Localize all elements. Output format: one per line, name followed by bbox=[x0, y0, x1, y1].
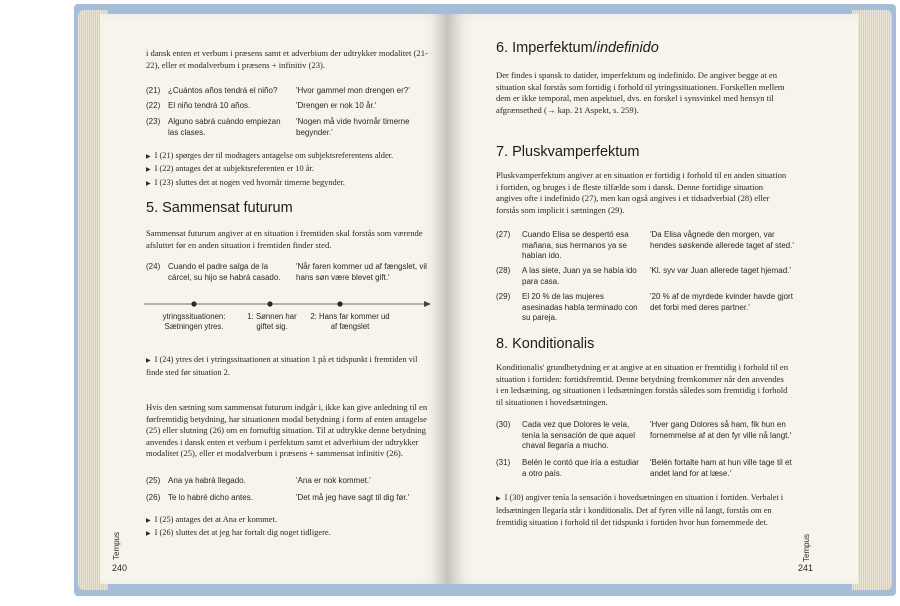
note-25: ▶ I (25) antages det at Ana er kommet. bbox=[146, 515, 277, 524]
section-7-paragraph: Pluskvamperfektum angiver at en situation er fortidig i forhold til en anden situation i fortiden, og bruges i de fleste tilfælde som i dansk. Denne fortidige situation angives ofte i indefinido (27), men kan også angives i et tidsadverbial (28) eller forstås som implicit i sætningen (29). bbox=[496, 170, 787, 215]
running-head-right: Tempus bbox=[802, 533, 811, 562]
example-22: (22) El niño tendrá 10 años. 'Drengen er nok 10 år.' bbox=[146, 101, 377, 110]
timeline-point-1 bbox=[267, 301, 272, 306]
running-head-left: Tempus bbox=[112, 531, 121, 560]
example-24: (24) Cuando el padre salga de la cárcel, su hijo se habrá casado. 'Når faren kommer ud af fængslet, vil hans søn være blevet gift.' bbox=[146, 262, 427, 282]
example-21: (21) ¿Cuántos años tendrá el niño? 'Hvor gammel mon drengen er?' bbox=[146, 86, 410, 95]
timeline-label-2: 2: Hans far kommer ud af fængslet bbox=[310, 312, 390, 331]
page-number-right: 241 bbox=[798, 563, 814, 573]
heading-section-5: 5. Sammensat futurum bbox=[146, 200, 293, 216]
section-5-paragraph: Sammensat futurum angiver at en situation i fremtiden skal forstås som værende afsluttet før en anden situation i fremtiden finder sted. bbox=[146, 228, 423, 250]
example-23: (23) Alguno sabrá cuándo empiezan las clases. 'Nogen må vide hvornår timerne begynder.' bbox=[146, 117, 410, 137]
section-6-paragraph: Der findes i spansk to datider, imperfektum og indefinido. De angiver begge at en situation skal forstås som fortidig i forhold til ytringssituationen. Forskellen mellem dem er ikke temporal, men aspektuel, dvs. en forskel i synsvinkel med hensyn til afgrænsethed (→ kap. 21 Aspekt, s. 259). bbox=[496, 70, 785, 115]
right-page bbox=[448, 14, 858, 584]
example-31: (31) Belén le contó que iría a estudiar a otro país. 'Belén fortalte ham at hun ville tage til et andet land for at læse.' bbox=[496, 458, 792, 478]
note-30: ▶ I (30) angiver tenía la sensación i hovedsætningen en situation i fortiden. Verbalet i ledsætningen llegaría står i konditionalis. Det af fyren ville nå langt, forstås om en fremtidig situation i forhold til det tidspunkt i fortiden hvor hun fornemmede det. bbox=[496, 493, 784, 527]
timeline-label-1: 1: Sønnen har giftet sig. bbox=[247, 312, 297, 331]
example-28: (28) A las siete, Juan ya se había ido para casa. 'Kl. syv var Juan allerede taget hjemad.' bbox=[496, 266, 791, 286]
note-21: ▶ I (21) spørges der til modtagers antagelse om subjektsreferentens alder. bbox=[146, 151, 394, 160]
notes-21-23 bbox=[146, 150, 428, 190]
timeline-point-2 bbox=[337, 301, 342, 306]
example-26: (26) Te lo habré dicho antes. 'Det må jeg have sagt til dig før.' bbox=[146, 493, 410, 502]
example-27: (27) Cuando Elisa se despertó esa mañana, sus hermanos ya se habían ido. 'Da Elisa vågnede den morgen, var hendes søskende allerede taget af sted.' bbox=[496, 230, 794, 260]
timeline-point-utterance bbox=[191, 301, 196, 306]
note-24: ▶ I (24) ytres det i ytringssituationen at situation 1 på et tidspunkt i fremtiden vil finde sted før situation 2. bbox=[146, 355, 418, 378]
example-29: (29) El 20 % de las mujeres asesinadas había terminado con su pareja. '20 % af de myrdede kvinder havde gjort det forbi med deres partner.' bbox=[496, 292, 793, 322]
section-5-paragraph-2: Hvis den sætning som sammensat futurum indgår i, ikke kan give anledning til en førfremtidig betydning, har situationen modal betydning i form af enten antagelse (25) eller slutning (26) om en fornuftig situation. Til at udtrykke denne betydning anvendes i dansk enten et verbum i perfektum samt et adverbium der udtrykker modalitet (25), eller et modalverbum i præsens + sammensat infinitiv (26). bbox=[146, 402, 428, 459]
section-8-paragraph: Konditionalis' grundbetydning er at angive at en situation er fremtidig i forhold til en situation i fortiden: fortidsfremtid. Denne betydning fremkommer når den anvendes i en ledsætning, og situationen i ledsætningen forstås således som fremtidig i forhold til situationen i hovedsætningen. bbox=[496, 362, 788, 407]
note-22: ▶ I (22) antages det at subjektsreferenten er 10 år. bbox=[146, 164, 314, 174]
right-page-edges bbox=[852, 10, 892, 590]
example-25: (25) Ana ya habrá llegado. 'Ana er nok kommet.' bbox=[146, 476, 371, 485]
heading-section-7: 7. Pluskvamperfektum bbox=[496, 144, 640, 160]
example-30: (30) Cada vez que Dolores le veía, tenía la sensación de que aquel chaval llegaría a mucho. 'Hver gang Dolores så ham, fik hun en fornemmelse af at den fyr ville nå langt.' bbox=[496, 420, 792, 450]
timeline-label-utterance: ytringssituationen: Sætningen ytres. bbox=[162, 312, 226, 331]
left-page bbox=[100, 14, 448, 584]
timeline-axis bbox=[144, 298, 434, 310]
note-23: ▶ I (23) sluttes det at nogen ved hvornår timerne begynder. bbox=[146, 177, 345, 187]
heading-section-6: 6. Imperfektum/indefinido bbox=[496, 40, 659, 56]
page-number-left: 240 bbox=[112, 563, 128, 573]
heading-section-8: 8. Konditionalis bbox=[496, 336, 595, 352]
note-26: ▶ I (26) sluttes det at jeg har fortalt dig noget tidligere. bbox=[146, 528, 331, 538]
notes-25-26 bbox=[146, 514, 428, 541]
intro-paragraph: i dansk enten et verbum i præsens samt et adverbium der udtrykker modalitet (21-22), eller et modalverbum i præsens + infinitiv (23). bbox=[146, 48, 428, 70]
